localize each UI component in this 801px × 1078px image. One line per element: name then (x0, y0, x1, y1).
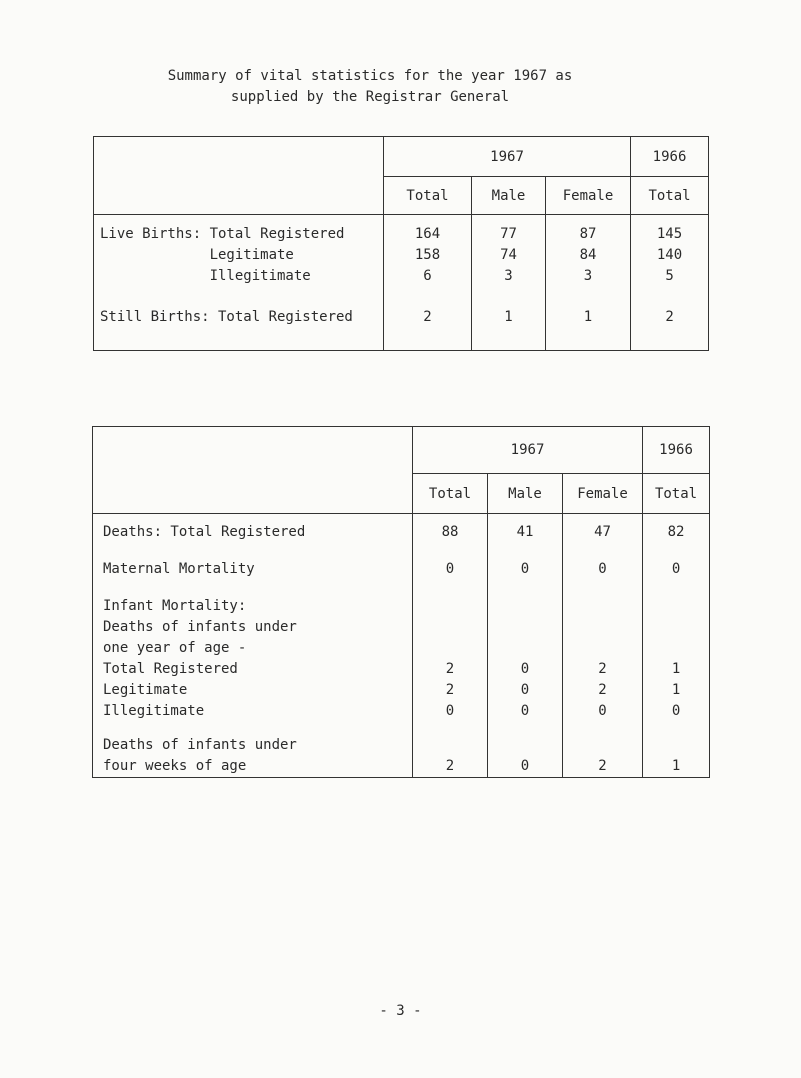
deaths-cell: 2 (445, 682, 455, 698)
deaths-male-column (488, 514, 563, 778)
births-col-female: Female (546, 177, 631, 215)
deaths-cell: 0 (598, 703, 607, 719)
deaths-cell: 41 (516, 524, 534, 540)
births-cell: 158 (414, 247, 441, 263)
births-col-total-1966: Total (631, 177, 709, 215)
title-line-1: Summary of vital statistics for the year 1967 as (167, 68, 573, 84)
deaths-row-label: four weeks of age (103, 758, 247, 774)
deaths-row-label: Total Registered (103, 661, 238, 677)
births-row-label: Live Births: Total Registered (100, 226, 345, 242)
births-row-label: Legitimate (100, 247, 294, 263)
births-cell: 164 (414, 226, 441, 242)
deaths-row-label: Deaths of infants under (103, 737, 297, 753)
deaths-year-1967: 1967 (413, 427, 643, 474)
deaths-row-label: one year of age - (103, 640, 247, 656)
deaths-cell: 2 (445, 661, 455, 677)
deaths-cell: 0 (671, 561, 681, 577)
births-row-label: Illegitimate (100, 268, 311, 284)
births-row-label: Still Births: Total Registered (100, 309, 353, 325)
births-cell: 140 (656, 247, 683, 263)
deaths-cell: 1 (671, 682, 681, 698)
deaths-female-column (563, 514, 643, 778)
births-table (93, 136, 709, 351)
births-cell: 2 (665, 309, 674, 325)
births-cell: 3 (583, 268, 593, 284)
deaths-cell: 47 (594, 524, 611, 540)
title-line-2: supplied by the Registrar General (230, 89, 510, 105)
births-cell: 5 (665, 268, 674, 284)
births-cell: 145 (656, 226, 683, 242)
deaths-cell: 1 (671, 661, 681, 677)
births-labels (94, 215, 384, 351)
deaths-col-total-1967: Total (413, 474, 488, 514)
deaths-row-label: Maternal Mortality (103, 561, 255, 577)
deaths-year-1966: 1966 (643, 427, 710, 474)
deaths-cell: 82 (667, 524, 685, 540)
deaths-cell: 0 (520, 703, 530, 719)
deaths-cell: 0 (445, 703, 455, 719)
deaths-col-male: Male (488, 474, 563, 514)
births-col-male: Male (472, 177, 546, 215)
births-cell: 87 (579, 226, 597, 242)
deaths-row-label: Deaths: Total Registered (103, 524, 306, 540)
deaths-row-label: Deaths of infants under (103, 619, 297, 635)
deaths-total-1967-column (413, 514, 488, 778)
deaths-row-label: Illegitimate (103, 703, 205, 719)
births-cell: 2 (423, 309, 432, 325)
births-cell: 1 (583, 309, 593, 325)
deaths-cell: 0 (520, 682, 530, 698)
deaths-total-1966-column (643, 514, 710, 778)
deaths-cell: 0 (520, 561, 530, 577)
births-female-column (546, 215, 631, 351)
births-male-column (472, 215, 546, 351)
births-cell: 6 (423, 268, 432, 284)
births-cell: 77 (500, 226, 517, 242)
births-cell: 84 (579, 247, 597, 263)
deaths-labels (93, 514, 413, 778)
births-total-1966-column (631, 215, 709, 351)
deaths-cell: 2 (598, 758, 607, 774)
births-year-1966: 1966 (631, 137, 709, 177)
births-year-1967: 1967 (384, 137, 631, 177)
deaths-col-total-1966: Total (643, 474, 710, 514)
births-total-1967-column (384, 215, 472, 351)
page-title (0, 66, 740, 108)
deaths-cell: 2 (598, 661, 607, 677)
deaths-cell: 0 (598, 561, 607, 577)
deaths-cell: 0 (520, 661, 530, 677)
births-cell: 1 (504, 309, 513, 325)
deaths-row-label: Infant Mortality: (103, 598, 247, 614)
deaths-cell: 0 (520, 758, 530, 774)
deaths-cell: 2 (598, 682, 607, 698)
births-cell: 3 (504, 268, 513, 284)
deaths-cell: 0 (671, 703, 681, 719)
deaths-cell: 0 (445, 561, 455, 577)
births-col-total-1967: Total (384, 177, 472, 215)
deaths-header-blank (93, 427, 413, 514)
deaths-row-label: Legitimate (103, 682, 188, 698)
deaths-cell: 1 (671, 758, 681, 774)
page-number: - 3 - (379, 1003, 422, 1019)
births-header-blank (94, 137, 384, 215)
deaths-table (92, 426, 710, 778)
deaths-cell: 88 (441, 524, 459, 540)
deaths-col-female: Female (563, 474, 643, 514)
births-cell: 74 (500, 247, 517, 263)
deaths-cell: 2 (445, 758, 455, 774)
